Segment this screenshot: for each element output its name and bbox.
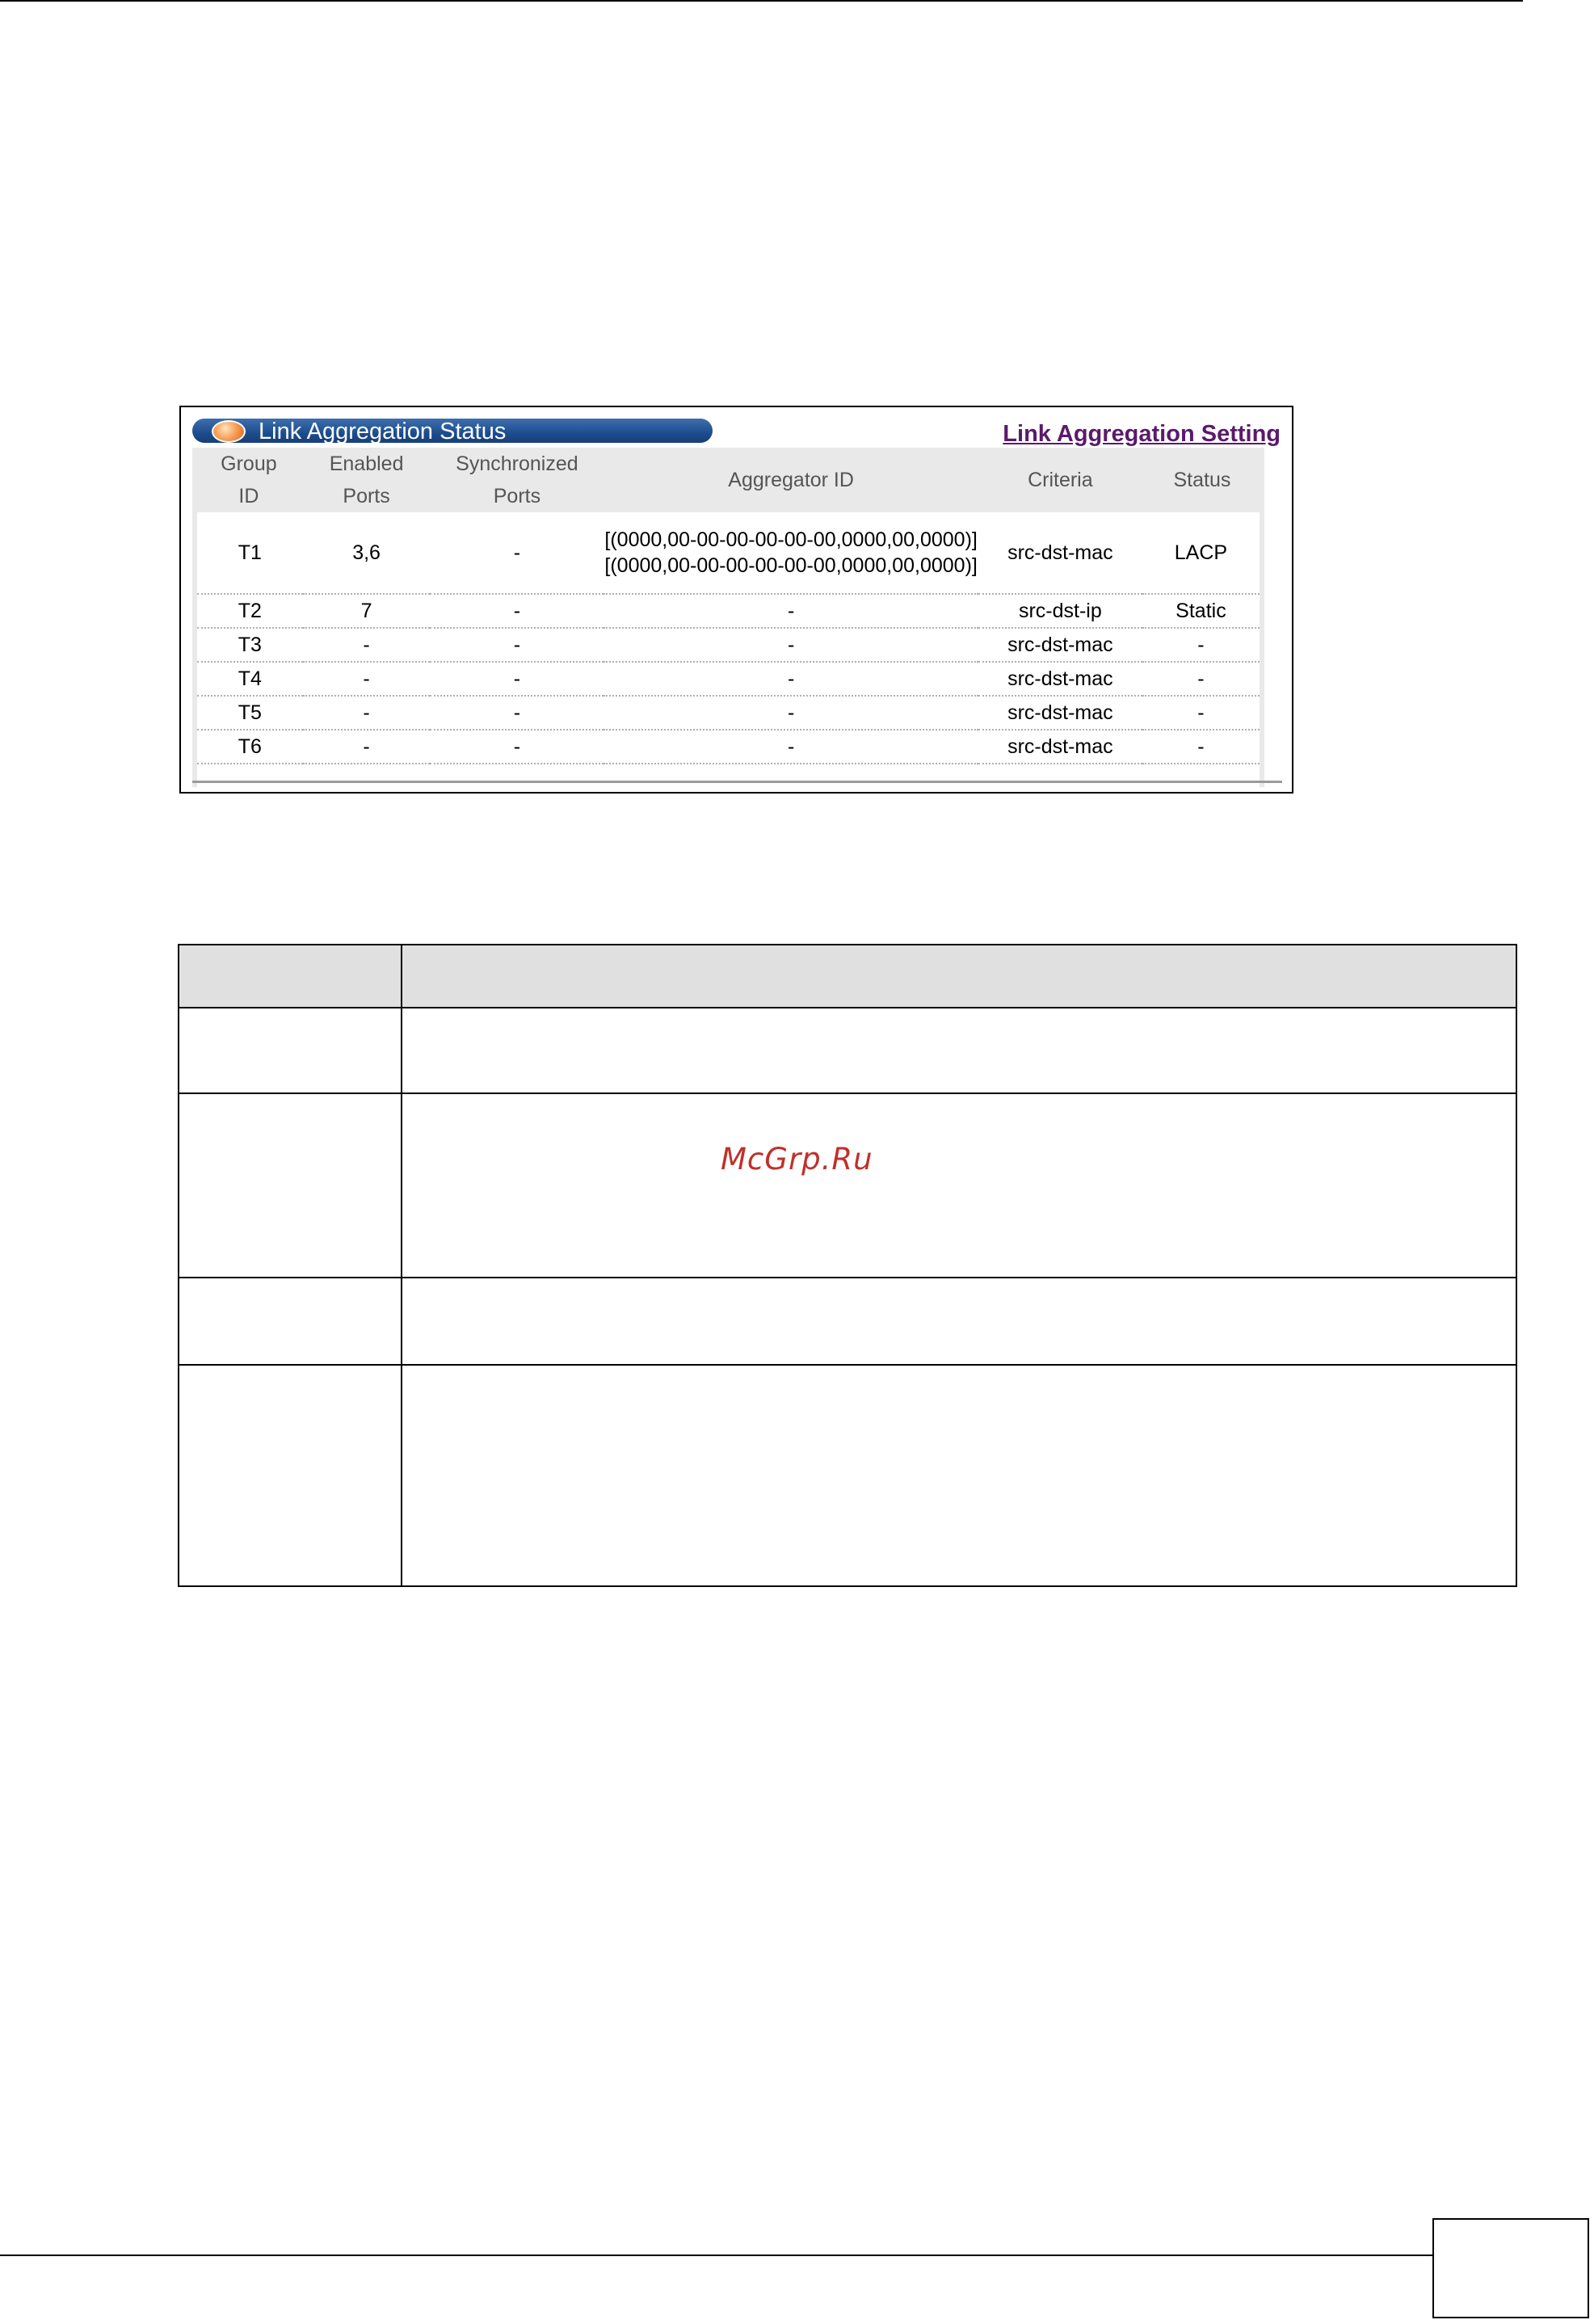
enabled-ports-cell: 7 — [303, 594, 431, 628]
table-row — [195, 512, 1262, 594]
group-id-cell: T1 — [195, 512, 303, 594]
desc-row — [179, 1093, 1516, 1278]
enabled-ports-cell: - — [303, 730, 431, 764]
group-id-cell: T3 — [195, 628, 303, 662]
page-bottom-rule — [0, 2255, 1442, 2256]
table-filler-row — [195, 764, 1262, 787]
col-header-synchronized-ports: Synchronized Ports — [456, 453, 578, 507]
criteria-cell: src-dst-ip — [978, 594, 1142, 628]
col-header-enabled-ports: Enabled Ports — [329, 453, 404, 507]
desc-header-label-cell — [179, 945, 402, 1008]
table-row — [195, 628, 1262, 662]
desc-label-cell — [179, 1365, 402, 1586]
synchronized-ports-cell: - — [430, 730, 604, 764]
synchronized-ports-cell: - — [430, 628, 604, 662]
aggregator-id-cell: - — [604, 628, 978, 662]
group-id-cell: T6 — [195, 730, 303, 764]
link-aggregation-setting-link[interactable]: Link Aggregation Setting — [1003, 421, 1281, 447]
group-id-cell: T4 — [195, 662, 303, 696]
col-header-aggregator-id: Aggregator ID — [728, 469, 854, 491]
table-row — [195, 594, 1262, 628]
desc-label-cell — [179, 1278, 402, 1365]
desc-text-cell — [402, 1008, 1516, 1093]
aggregator-id-cell: [(0000,00-00-00-00-00-00,0000,00,0000)] [(0000,00-00-00-00-00-00,0000,00,0000)] — [604, 512, 978, 594]
criteria-cell: src-dst-mac — [978, 730, 1142, 764]
aggregator-id-cell: - — [604, 662, 978, 696]
panel-title-bar — [192, 419, 713, 443]
enabled-ports-cell: 3,6 — [303, 512, 431, 594]
desc-header-description-cell — [402, 945, 1516, 1008]
status-cell: - — [1142, 730, 1262, 764]
synchronized-ports-cell: - — [430, 662, 604, 696]
criteria-cell: src-dst-mac — [978, 696, 1142, 730]
col-header-status: Status — [1173, 469, 1231, 491]
status-cell: - — [1142, 628, 1262, 662]
group-id-cell: T5 — [195, 696, 303, 730]
link-aggregation-status-table — [192, 448, 1264, 787]
orange-ball-icon — [212, 420, 246, 443]
table-row — [195, 662, 1262, 696]
desc-row — [179, 1365, 1516, 1586]
synchronized-ports-cell: - — [430, 594, 604, 628]
aggregator-id-cell: - — [604, 696, 978, 730]
criteria-cell: src-dst-mac — [978, 662, 1142, 696]
col-header-group-id: Group ID — [221, 453, 277, 507]
table-row — [195, 696, 1262, 730]
desc-label-cell — [179, 1093, 402, 1278]
panel-bottom-rule — [192, 781, 1282, 783]
status-cell: - — [1142, 696, 1262, 730]
enabled-ports-cell: - — [303, 662, 431, 696]
status-cell: Static — [1142, 594, 1262, 628]
desc-text-cell — [402, 1093, 1516, 1278]
status-cell: - — [1142, 662, 1262, 696]
table-header-row — [195, 448, 1262, 512]
page-number-box — [1432, 2218, 1589, 2318]
aggregator-id-cell: - — [604, 730, 978, 764]
col-header-criteria: Criteria — [1028, 469, 1093, 491]
aggregator-id-cell: - — [604, 594, 978, 628]
desc-header-row — [179, 945, 1516, 1008]
group-id-cell: T2 — [195, 594, 303, 628]
enabled-ports-cell: - — [303, 628, 431, 662]
status-cell: LACP — [1142, 512, 1262, 594]
enabled-ports-cell: - — [303, 696, 431, 730]
desc-label-cell — [179, 1008, 402, 1093]
table-row — [195, 730, 1262, 764]
desc-text-cell — [402, 1278, 1516, 1365]
link-aggregation-panel — [192, 419, 1282, 778]
criteria-cell: src-dst-mac — [978, 628, 1142, 662]
desc-row — [179, 1008, 1516, 1093]
desc-text-cell — [402, 1365, 1516, 1586]
panel-title: Link Aggregation Status — [259, 419, 507, 444]
synchronized-ports-cell: - — [430, 512, 604, 594]
desc-row — [179, 1278, 1516, 1365]
field-description-table — [178, 944, 1517, 1587]
criteria-cell: src-dst-mac — [978, 512, 1142, 594]
link-aggregation-screenshot — [179, 406, 1293, 794]
page-top-rule — [0, 0, 1523, 2]
watermark-text: McGrp.Ru — [721, 1142, 873, 1177]
synchronized-ports-cell: - — [430, 696, 604, 730]
